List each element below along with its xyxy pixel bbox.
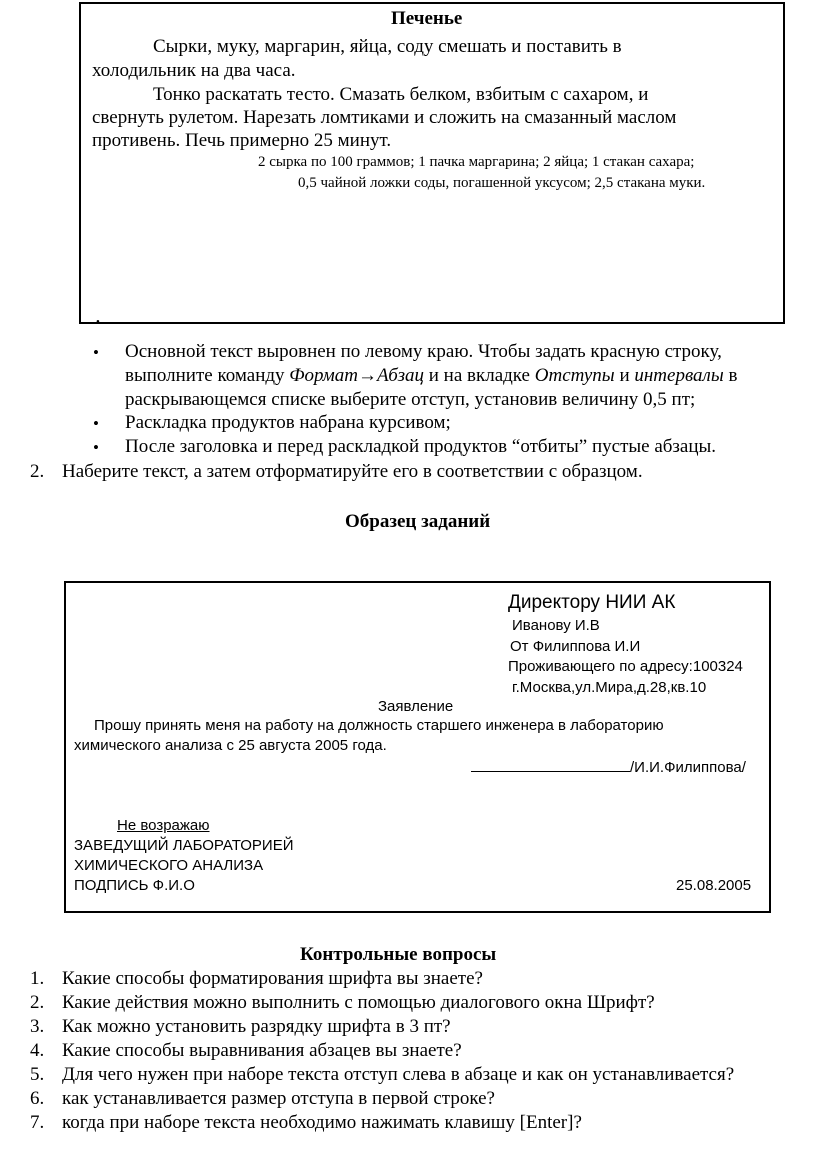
recipe-line: Сырки, муку, маргарин, яйца, соду смешать и поставить в <box>153 36 622 57</box>
menu-command: Формат→Абзац <box>289 365 424 386</box>
form-recipient-name: Иванову И.В <box>512 617 600 634</box>
question-number: 7. <box>30 1112 45 1133</box>
bullet-icon: • <box>93 438 99 457</box>
form-date: 25.08.2005 <box>676 877 752 894</box>
recipe-line: противень. Печь примерно 25 минут. <box>92 130 392 151</box>
sample-heading: Образец заданий <box>345 511 491 532</box>
bullet-item-line: выполните команду Формат→Абзац и на вкладке Отступы и интервалы в <box>125 365 738 386</box>
form-doc-title: Заявление <box>378 698 454 715</box>
question-text: Как можно установить разрядку шрифта в 3 пт? <box>62 1016 451 1037</box>
form-body-line: химического анализа с 25 августа 2005 года. <box>74 737 387 754</box>
stray-bullet: • <box>96 316 100 328</box>
question-number: 5. <box>30 1064 45 1085</box>
question-text: Какие способы форматирования шрифта вы знаете? <box>62 968 483 989</box>
bullet-item-line: раскрывающемся списке выберите отступ, установив величину 0,5 пт; <box>125 389 696 410</box>
question-text: Для чего нужен при наборе текста отступ слева в абзаце и как он устанавливается? <box>62 1064 735 1085</box>
recipe-line: свернуть рулетом. Нарезать ломтиками и сложить на смазанный маслом <box>92 107 677 128</box>
task-number: 2. <box>30 461 45 482</box>
form-address-label: Проживающего по адресу:100324 <box>508 658 743 675</box>
recipe-title: Печенье <box>391 8 463 29</box>
recipe-ingredients-line: 2 сырка по 100 граммов; 1 пачка маргарина; 2 яйца; 1 стакан сахара; <box>258 154 695 170</box>
form-head-title: ХИМИЧЕСКОГО АНАЛИЗА <box>74 857 264 874</box>
bullet-icon: • <box>93 414 99 433</box>
question-number: 3. <box>30 1016 45 1037</box>
question-number: 4. <box>30 1040 45 1061</box>
bullet-item: Раскладка продуктов набрана курсивом; <box>125 412 451 433</box>
tab-name: Отступы <box>534 365 615 386</box>
bullet-item-line: Основной текст выровнен по левому краю. Чтобы задать красную строку, <box>125 341 722 362</box>
form-body-line: Прошу принять меня на работу на должность старшего инженера в лабораторию <box>94 717 664 734</box>
recipe-line: Тонко раскатать тесто. Смазать белком, взбитым с сахаром, и <box>153 84 649 105</box>
form-sign-label: ПОДПИСЬ Ф.И.О <box>74 877 195 894</box>
signature-line <box>471 771 630 772</box>
bullet-icon: • <box>93 343 99 362</box>
recipe-line: холодильник на два часа. <box>92 60 296 81</box>
form-head-title: ЗАВЕДУЩИЙ ЛАБОРАТОРИЕЙ <box>74 837 294 854</box>
form-sender: От Филиппова И.И <box>510 638 641 655</box>
recipe-ingredients-line: 0,5 чайной ложки соды, погашенной уксусом; 2,5 стакана муки. <box>298 175 706 191</box>
question-number: 2. <box>30 992 45 1013</box>
question-number: 1. <box>30 968 45 989</box>
question-number: 6. <box>30 1088 45 1109</box>
form-signature: /И.И.Филиппова/ <box>630 759 746 776</box>
form-recipient: Директору НИИ АК <box>508 592 676 613</box>
question-text: когда при наборе текста необходимо нажимать клавишу [Enter]? <box>62 1112 582 1133</box>
question-text: Какие действия можно выполнить с помощью диалогового окна Шрифт? <box>62 992 655 1013</box>
task-text: Наберите текст, а затем отформатируйте его в соответствии с образцом. <box>62 461 643 482</box>
form-no-objection: Не возражаю <box>117 817 210 834</box>
question-text: Какие способы выравнивания абзацев вы знаете? <box>62 1040 462 1061</box>
control-questions-heading: Контрольные вопросы <box>300 944 497 965</box>
question-text: как устанавливается размер отступа в первой строке? <box>62 1088 495 1109</box>
form-address: г.Москва,ул.Мира,д.28,кв.10 <box>512 679 707 696</box>
bullet-item: После заголовка и перед раскладкой продуктов “отбиты” пустые абзацы. <box>125 436 717 457</box>
tab-name: интервалы <box>634 365 724 386</box>
